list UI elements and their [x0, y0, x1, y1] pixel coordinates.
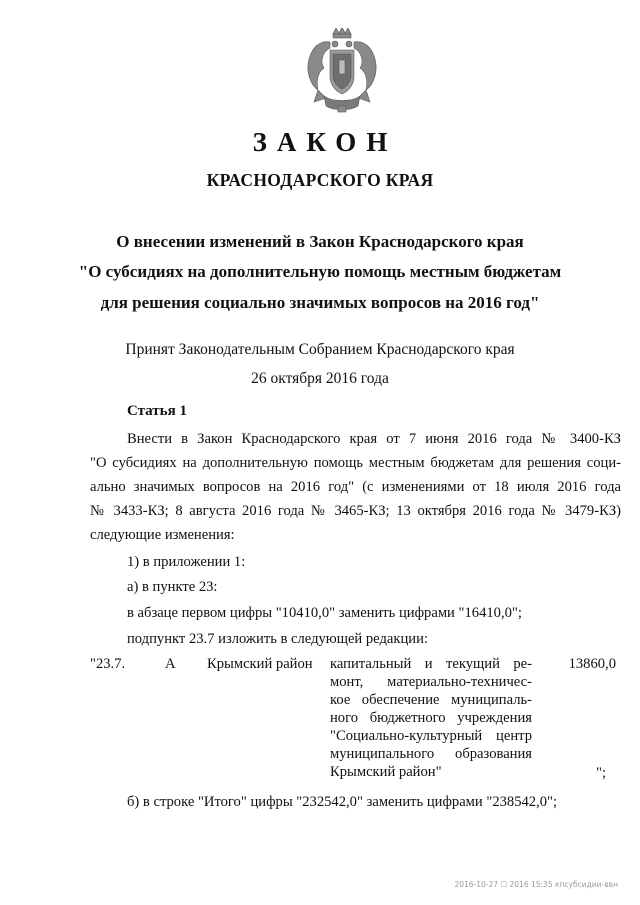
description-line: монт, материально-техничес- — [330, 674, 532, 690]
item-annex-1: 1) в приложении 1: — [127, 554, 246, 570]
description-line: ного бюджетного учреждения — [330, 710, 532, 726]
adopted-by: Принят Законодательным Собранием Краснодарского края — [125, 341, 515, 358]
description-line: Крымский район" — [330, 764, 442, 780]
item-paragraph-change: в абзаце первом цифры "10410,0" заменить цифрами "16410,0"; — [127, 605, 522, 621]
heading-line-2: "О субсидиях на дополнительную помощь местным бюджетам — [78, 262, 562, 281]
description-line: муниципального образования — [330, 746, 532, 762]
item-b-total: б) в строке "Итого" цифры "232542,0" заменить цифрами "238542,0"; — [127, 794, 558, 810]
article-paragraph-line: Внести в Закон Краснодарского края от 7 июня 2016 года № 3400-КЗ — [127, 431, 621, 447]
heading-line-1: О внесении изменений в Закон Краснодарского края — [116, 232, 524, 251]
table-row-number: "23.7. — [90, 656, 126, 672]
table-row-sum: 13860,0 — [568, 656, 616, 672]
article-paragraph-line: "О субсидиях на дополнительную помощь местным бюджетам для решения соци- — [90, 455, 621, 471]
description-line: "Социально-культурный центр — [330, 728, 532, 744]
description-line: кое обеспечение муниципаль- — [330, 692, 532, 708]
law-title: ЗАКОН — [252, 127, 398, 157]
footer-file-stamp: 2016-10-27 ☐ 2016 15:35 кпсубсидии-ввн — [454, 880, 618, 889]
article-paragraph-line: следующие изменения: — [90, 527, 235, 543]
table-row-category: А — [165, 656, 176, 672]
description-line: капитальный и текущий ре- — [330, 656, 532, 672]
adopted-date: 26 октября 2016 года — [251, 370, 389, 387]
coat-of-arms-icon — [300, 28, 384, 114]
item-point-23: а) в пункте 23: — [127, 579, 218, 595]
article-paragraph-line: № 3433-КЗ; 8 августа 2016 года № 3465-КЗ; 13 октября 2016 года № 3479-КЗ) — [90, 503, 621, 519]
table-row-district: Крымский район — [207, 656, 313, 672]
item-subpoint-23-7: подпункт 23.7 изложить в следующей редакции: — [127, 631, 428, 647]
heading-line-3: для решения социально значимых вопросов на 2016 год" — [100, 293, 540, 312]
law-subtitle: КРАСНОДАРСКОГО КРАЯ — [206, 170, 434, 190]
table-row-closing-quote: "; — [596, 765, 607, 781]
table-row-description — [330, 655, 532, 781]
article-paragraph-line: ально значимых вопросов на 2016 год" (с изменениями от 18 июля 2016 года — [90, 479, 621, 495]
article-title: Статья 1 — [127, 403, 187, 419]
